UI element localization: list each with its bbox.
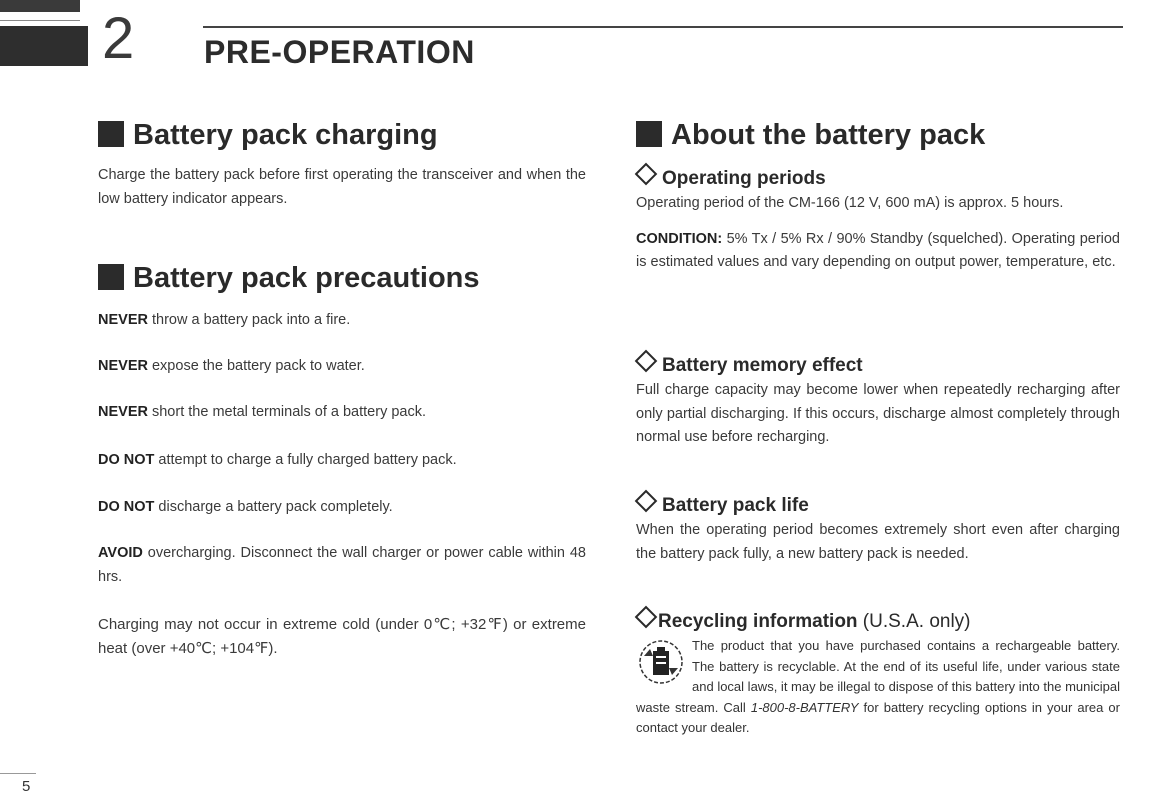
section-title: Battery pack precautions: [98, 261, 586, 295]
subsection-operating-periods: [636, 166, 1120, 275]
chapter-tab-line: [0, 20, 80, 21]
rbrc-recycle-icon: [636, 636, 686, 688]
subsection-title: Operating periods: [636, 166, 1120, 191]
square-bullet-icon: [98, 121, 124, 147]
chapter-number: 2: [102, 6, 135, 71]
precaution-item: NEVER throw a battery pack into a fire.: [98, 312, 351, 328]
section-about-battery: [636, 118, 1120, 152]
diamond-bullet-icon: [635, 163, 658, 186]
recycling-text: The product that you have purchased contains a rechargeable battery. The battery is recyclable. At the end of its useful life, under various state and local laws, it may be illegal to dispose of this battery into the municipal waste stream. Call 1-800-8-BATTERY for battery recycling options in your area or contact your dealer.: [636, 638, 1120, 735]
chapter-tab-top: [0, 0, 80, 12]
diamond-bullet-icon: [635, 490, 658, 513]
diamond-bullet-icon: [635, 350, 658, 373]
precaution-item: DO NOT discharge a battery pack completely.: [98, 499, 393, 515]
precaution-item: NEVER expose the battery pack to water.: [98, 358, 365, 374]
operating-text: Operating period of the CM-166 (12 V, 600 mA) is approx. 5 hours.: [636, 195, 1064, 211]
precaution-item: DO NOT attempt to charge a fully charged battery pack.: [98, 452, 457, 468]
chapter-title: PRE-OPERATION: [204, 34, 475, 70]
section-title: About the battery pack: [636, 118, 1120, 152]
recycling-body: [636, 636, 1120, 739]
chapter-tab: [0, 26, 88, 66]
page-number-rule: [0, 773, 36, 774]
square-bullet-icon: [98, 264, 124, 290]
header-rule: [203, 26, 1123, 28]
charging-text: Charge the battery pack before first operating the transceiver and when the low battery indicator appears.: [98, 167, 586, 207]
precaution-item: AVOID overcharging. Disconnect the wall charger or power cable within 48 hrs.: [98, 545, 586, 585]
section-battery-precautions: [98, 261, 586, 295]
subsection-title: Recycling information (U.S.A. only): [636, 609, 1120, 634]
page-number: 5: [22, 778, 31, 795]
temperature-note: Charging may not occur in extreme cold (under 0℃; +32℉) or extreme heat (over +40℃; +104℉).: [98, 616, 586, 657]
subsection-title: Battery memory effect: [636, 353, 1120, 378]
subsection-pack-life: [636, 493, 1120, 566]
condition-text: CONDITION: 5% Tx / 5% Rx / 90% Standby (squelched). Operating period is estimated values and vary depending on output power, temperature, etc.: [636, 230, 1120, 270]
subsection-title: Battery pack life: [636, 493, 1120, 518]
precaution-item: NEVER short the metal terminals of a battery pack.: [98, 404, 427, 420]
subsection-memory-effect: [636, 353, 1120, 450]
battery-hotline: 1-800-8-BATTERY: [750, 699, 859, 715]
subsection-recycling: [636, 609, 1120, 739]
section-battery-charging: [98, 118, 586, 211]
square-bullet-icon: [636, 121, 662, 147]
section-title: Battery pack charging: [98, 118, 586, 152]
life-text: When the operating period becomes extremely short even after charging the battery pack fully, a new battery pack is needed.: [636, 522, 1120, 562]
diamond-bullet-icon: [635, 606, 658, 629]
memory-text: Full charge capacity may become lower when repeatedly recharging after only partial discharging. If this occurs, discharge almost completely through normal use before recharging.: [636, 382, 1120, 445]
